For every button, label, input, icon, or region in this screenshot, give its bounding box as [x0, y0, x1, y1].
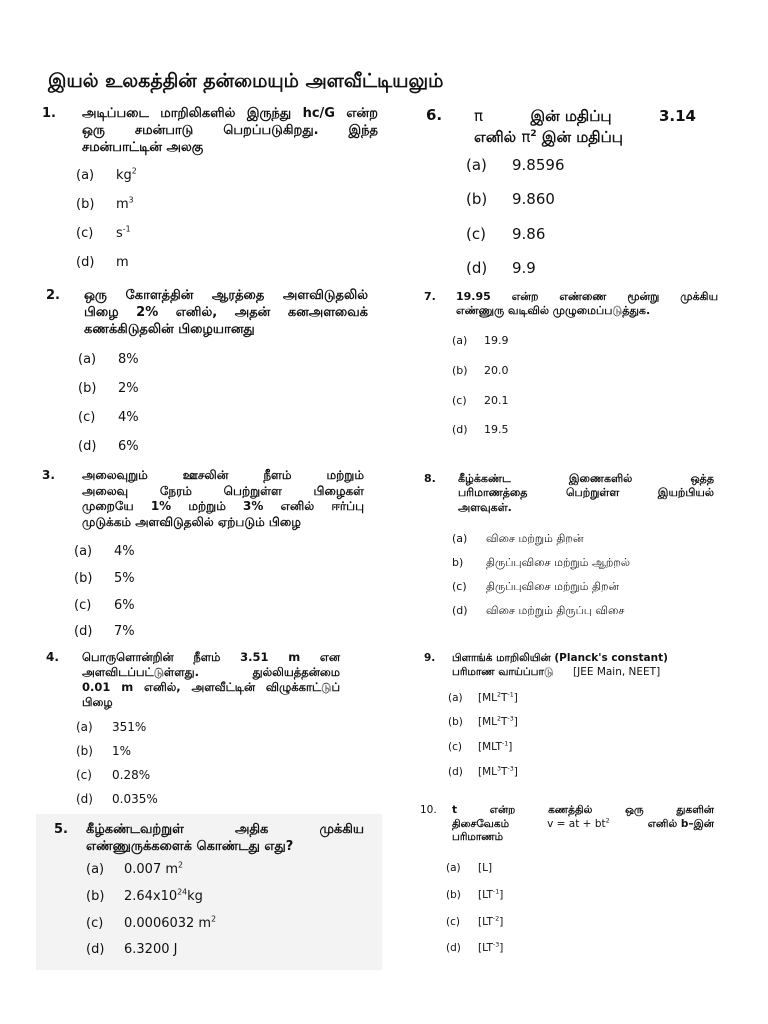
option-label: (b) — [76, 197, 95, 212]
page-title: இயல் உலகத்தின் தன்மையும் அளவீட்டியலும் — [48, 70, 444, 92]
option-b[interactable] — [76, 744, 131, 758]
option-c[interactable] — [446, 916, 503, 928]
option-label: (a) — [76, 720, 93, 734]
option-label: (c) — [448, 741, 462, 753]
question-4 — [46, 650, 382, 810]
option-c[interactable] — [466, 225, 545, 243]
question-number: 4. — [46, 650, 59, 664]
question-number: 5. — [54, 822, 68, 837]
question-text — [82, 106, 378, 157]
option-text: 7% — [114, 624, 135, 639]
option-d[interactable] — [74, 624, 135, 639]
question-line: சமன்பாட்டின் அலகு — [82, 139, 204, 155]
question-line: அலைவுறும் ஊசலின் நீளம் மற்றும் — [82, 468, 364, 482]
question-line: பொருளொன்றின் நீளம் 3.51 m என — [82, 650, 340, 664]
option-text: விசை மற்றும் திறன் — [486, 532, 584, 545]
option-label: (d) — [446, 942, 461, 954]
option-a[interactable] — [452, 532, 584, 547]
option-text: m — [116, 255, 129, 270]
option-c[interactable] — [452, 580, 619, 595]
question-line: அலைவு நேரம் பெற்றுள்ள பிழைகள் — [82, 483, 364, 498]
option-text: 0.035% — [112, 792, 158, 806]
option-a[interactable] — [76, 720, 146, 734]
option-text: ] — [508, 741, 513, 753]
option-label: (d) — [452, 423, 468, 436]
option-a[interactable] — [86, 862, 183, 877]
option-b[interactable] — [446, 889, 503, 901]
option-b[interactable] — [448, 716, 518, 728]
equation — [547, 818, 610, 832]
question-1 — [42, 106, 382, 276]
question-line: t என்ற கணத்தில் ஒரு துகளின் — [452, 804, 714, 816]
option-label: (b) — [446, 889, 461, 901]
question-line: முறையே 1% மற்றும் 3% எனில் ஈர்ப்பு — [82, 499, 364, 514]
option-d[interactable] — [452, 604, 624, 619]
option-text: [ML — [478, 716, 498, 728]
option-text: m — [116, 197, 129, 212]
option-b[interactable] — [74, 571, 135, 586]
option-superscript: -1 — [501, 740, 509, 748]
question-line — [452, 818, 714, 832]
question-line: 0.01 m எனில், அளவீட்டின் விழுக்காட்டுப் — [82, 679, 340, 694]
option-label: (a) — [452, 532, 468, 545]
option-text: [ML — [478, 692, 498, 704]
question-line — [474, 106, 696, 127]
option-text: ] — [513, 766, 518, 778]
option-label: (c) — [466, 225, 486, 243]
option-text: T — [501, 766, 508, 778]
option-text: 6.3200 J — [124, 942, 178, 957]
option-text: 19.5 — [484, 423, 509, 436]
option-label: (a) — [78, 352, 97, 367]
question-line — [452, 666, 722, 680]
option-text: 1% — [112, 744, 132, 758]
option-b[interactable] — [78, 381, 139, 396]
question-2 — [46, 288, 382, 460]
question-5 — [54, 822, 380, 962]
option-label: (b) — [78, 381, 97, 396]
option-a[interactable] — [446, 862, 492, 874]
question-text — [82, 468, 364, 530]
option-label: (a) — [448, 692, 463, 704]
option-text: 4% — [118, 410, 139, 425]
option-text: [MLT — [478, 741, 502, 753]
question-3 — [42, 468, 382, 644]
question-line: அடிப்படை மாறிலிகளில் இருந்து hc/G என்ற — [82, 106, 378, 121]
option-superscript: 24 — [177, 887, 188, 897]
option-label: (c) — [78, 410, 96, 425]
option-text: 2% — [118, 381, 139, 396]
option-label: (c) — [76, 768, 92, 782]
option-a[interactable] — [448, 692, 518, 704]
question-text-part: இன் மதிப்பு — [530, 107, 612, 125]
question-number: 10. — [420, 804, 437, 816]
question-line: எண்ணுரு வடிவில் முழுமைப்படுத்துக. — [456, 304, 651, 318]
option-superscript: -3 — [507, 765, 514, 773]
option-a[interactable] — [76, 168, 137, 183]
option-superscript: 2 — [131, 166, 137, 176]
option-label: (b) — [452, 364, 468, 377]
option-c[interactable] — [452, 394, 509, 407]
question-9 — [424, 652, 730, 788]
option-label: (d) — [78, 439, 97, 454]
question-text-part: திசைவேகம் — [452, 817, 510, 830]
option-superscript: 3 — [128, 195, 134, 205]
option-text: ] — [513, 716, 518, 728]
pi-value: 3.14 — [658, 107, 696, 125]
question-text-part: பரிமாண வாய்ப்பாடு — [452, 665, 554, 678]
option-superscript: 2 — [178, 860, 183, 870]
option-label: (b) — [86, 889, 105, 904]
option-c[interactable] — [86, 916, 216, 931]
option-text: 8% — [118, 352, 139, 367]
question-line: அளவுகள். — [458, 500, 512, 514]
option-label: (a) — [446, 862, 461, 874]
question-7 — [424, 290, 730, 440]
option-text: 9.86 — [512, 225, 546, 243]
option-label: (c) — [76, 226, 94, 241]
option-c[interactable] — [76, 768, 150, 782]
option-text: திருப்புவிசை மற்றும் ஆற்றல் — [486, 556, 630, 569]
question-line: அளவிடப்பட்டுள்ளது. துல்லியத்தன்மை — [82, 664, 340, 679]
option-text: [L] — [478, 862, 493, 874]
option-text: 6% — [118, 439, 139, 454]
option-text: ] — [513, 692, 518, 704]
option-superscript: -1 — [122, 224, 131, 234]
question-text — [86, 822, 364, 856]
option-text: ] — [499, 889, 504, 901]
option-label: (b) — [466, 190, 488, 208]
option-d[interactable] — [76, 792, 158, 806]
option-superscript: 3 — [497, 765, 502, 773]
exam-tag: [JEE Main, NEET] — [573, 665, 661, 678]
option-text: kg — [116, 168, 132, 183]
question-text — [84, 288, 368, 339]
option-c[interactable] — [78, 410, 139, 425]
option-label: (a) — [452, 334, 468, 347]
option-d[interactable] — [86, 942, 177, 957]
pi-symbol: π — [474, 107, 484, 125]
question-text-part: எனில் — [474, 128, 517, 146]
option-label: (b) — [74, 571, 93, 586]
question-10 — [420, 804, 730, 960]
question-text — [452, 804, 714, 845]
question-text — [474, 106, 696, 148]
option-text: 0.007 m — [124, 862, 179, 877]
option-b[interactable] — [452, 364, 509, 377]
option-b[interactable] — [452, 556, 630, 571]
option-text: [LT — [478, 942, 493, 954]
option-b[interactable] — [86, 889, 203, 904]
option-b[interactable] — [466, 190, 555, 208]
option-superscript: 2 — [497, 715, 502, 723]
option-text: திருப்புவிசை மற்றும் திறன் — [486, 580, 620, 593]
option-text: ] — [499, 942, 504, 954]
option-label: (d) — [466, 259, 488, 277]
question-text — [452, 652, 722, 679]
question-text-part: இன் மதிப்பு — [541, 128, 623, 146]
question-text — [458, 472, 714, 515]
option-label: (c) — [446, 916, 460, 928]
option-text: 0.0006032 m — [124, 916, 212, 931]
option-unit: kg — [187, 889, 203, 904]
option-text: 6% — [114, 598, 135, 613]
question-line: பரிமாணத்தை பெற்றுள்ள இயற்பியல் — [458, 486, 714, 500]
option-text: s — [116, 226, 123, 241]
option-text: விசை மற்றும் திருப்பு விசை — [486, 604, 625, 617]
option-a[interactable] — [74, 544, 135, 559]
option-text: [LT — [478, 889, 493, 901]
option-superscript: -1 — [492, 888, 500, 896]
question-line: 19.95 என்ற எண்ணை மூன்று முக்கிய — [456, 290, 718, 303]
question-number: 3. — [42, 468, 55, 482]
question-line: ஒரு கோளத்தின் ஆரத்தை அளவிடுதலில் — [84, 288, 368, 303]
option-label: (a) — [76, 168, 95, 183]
question-number: 9. — [424, 652, 436, 664]
question-line: கணக்கிடுதலின் பிழையானது — [84, 321, 255, 337]
option-label: (d) — [448, 766, 463, 778]
question-line: முடுக்கம் அளவிடுதலில் ஏற்படும் பிழை — [82, 514, 301, 529]
question-line: கீழ்க்கண்ட இணைகளில் ஒத்த — [458, 472, 714, 485]
option-text: T — [501, 716, 508, 728]
option-label: (a) — [74, 544, 93, 559]
question-line: பிளாங்க் மாறிலியின் (Planck's constant) — [452, 652, 668, 664]
option-label: (d) — [452, 604, 468, 617]
option-a[interactable] — [78, 352, 139, 367]
option-label: (c) — [452, 394, 467, 407]
question-6 — [426, 106, 726, 282]
option-label: (d) — [74, 624, 93, 639]
option-d[interactable] — [76, 255, 129, 270]
option-text: ] — [499, 916, 504, 928]
option-label: (c) — [86, 916, 104, 931]
option-d[interactable] — [78, 439, 139, 454]
option-superscript: -3 — [492, 941, 500, 949]
option-text: 19.9 — [484, 334, 509, 347]
question-line: ஒரு சமன்பாடு பெறப்படுகிறது. இந்த — [82, 122, 378, 138]
option-text: 9.9 — [512, 259, 536, 277]
option-superscript: 2 — [211, 914, 217, 924]
question-line: எண்ணுருக்களைக் கொண்டது எது? — [86, 838, 294, 854]
option-label: (c) — [74, 598, 92, 613]
question-text — [82, 650, 340, 710]
option-label: (d) — [76, 792, 93, 806]
question-line: பரிமாணம் — [452, 831, 504, 844]
option-label: (d) — [76, 255, 95, 270]
option-label: (c) — [452, 580, 467, 593]
option-a[interactable] — [452, 334, 509, 347]
option-text: 0.28% — [112, 768, 151, 782]
option-label: b) — [452, 556, 464, 569]
option-superscript: -3 — [507, 715, 514, 723]
question-line: கீழ்கண்டவற்றுள் அதிக முக்கிய — [86, 822, 364, 837]
equation-text: v = at + bt — [547, 817, 606, 830]
option-label: (a) — [86, 862, 105, 877]
question-number: 6. — [426, 106, 443, 124]
option-label: (b) — [448, 716, 463, 728]
question-number: 1. — [42, 106, 56, 121]
option-d[interactable] — [466, 259, 536, 277]
option-d[interactable] — [452, 423, 509, 436]
question-number: 7. — [424, 290, 436, 303]
option-text: 351% — [112, 720, 147, 734]
option-text: 20.1 — [484, 394, 509, 407]
option-d[interactable] — [448, 766, 518, 778]
option-superscript: -2 — [492, 915, 500, 923]
option-a[interactable] — [466, 156, 565, 174]
question-8 — [424, 472, 730, 622]
option-text: 20.0 — [484, 364, 509, 377]
question-line: பிழை 2% எனில், அதன் கனஅளவைக் — [84, 304, 368, 320]
option-text: T — [501, 692, 508, 704]
option-text: 9.8596 — [512, 156, 565, 174]
option-text: 9.860 — [512, 190, 555, 208]
question-number: 8. — [424, 472, 436, 485]
question-number: 2. — [46, 288, 60, 303]
option-text: 5% — [114, 571, 135, 586]
option-b[interactable] — [76, 197, 134, 212]
pi-exponent: 2 — [530, 129, 537, 139]
equation-exponent: 2 — [605, 817, 610, 825]
option-label: (d) — [86, 942, 105, 957]
option-text: 4% — [114, 544, 135, 559]
option-text: [LT — [478, 916, 493, 928]
option-label: (a) — [466, 156, 487, 174]
option-c[interactable] — [448, 741, 512, 753]
option-text: [ML — [478, 766, 498, 778]
question-line — [474, 127, 696, 148]
option-text: 2.64x10 — [124, 889, 178, 904]
question-line: பிழை — [82, 694, 113, 709]
option-c[interactable] — [74, 598, 135, 613]
option-superscript: -1 — [507, 691, 514, 699]
question-text-part: எனில் b–இன் — [647, 817, 714, 830]
option-d[interactable] — [446, 942, 503, 954]
option-superscript: 2 — [497, 691, 502, 699]
question-text — [456, 290, 718, 319]
option-c[interactable] — [76, 226, 131, 241]
option-label: (b) — [76, 744, 93, 758]
pi-symbol: π — [521, 128, 531, 146]
